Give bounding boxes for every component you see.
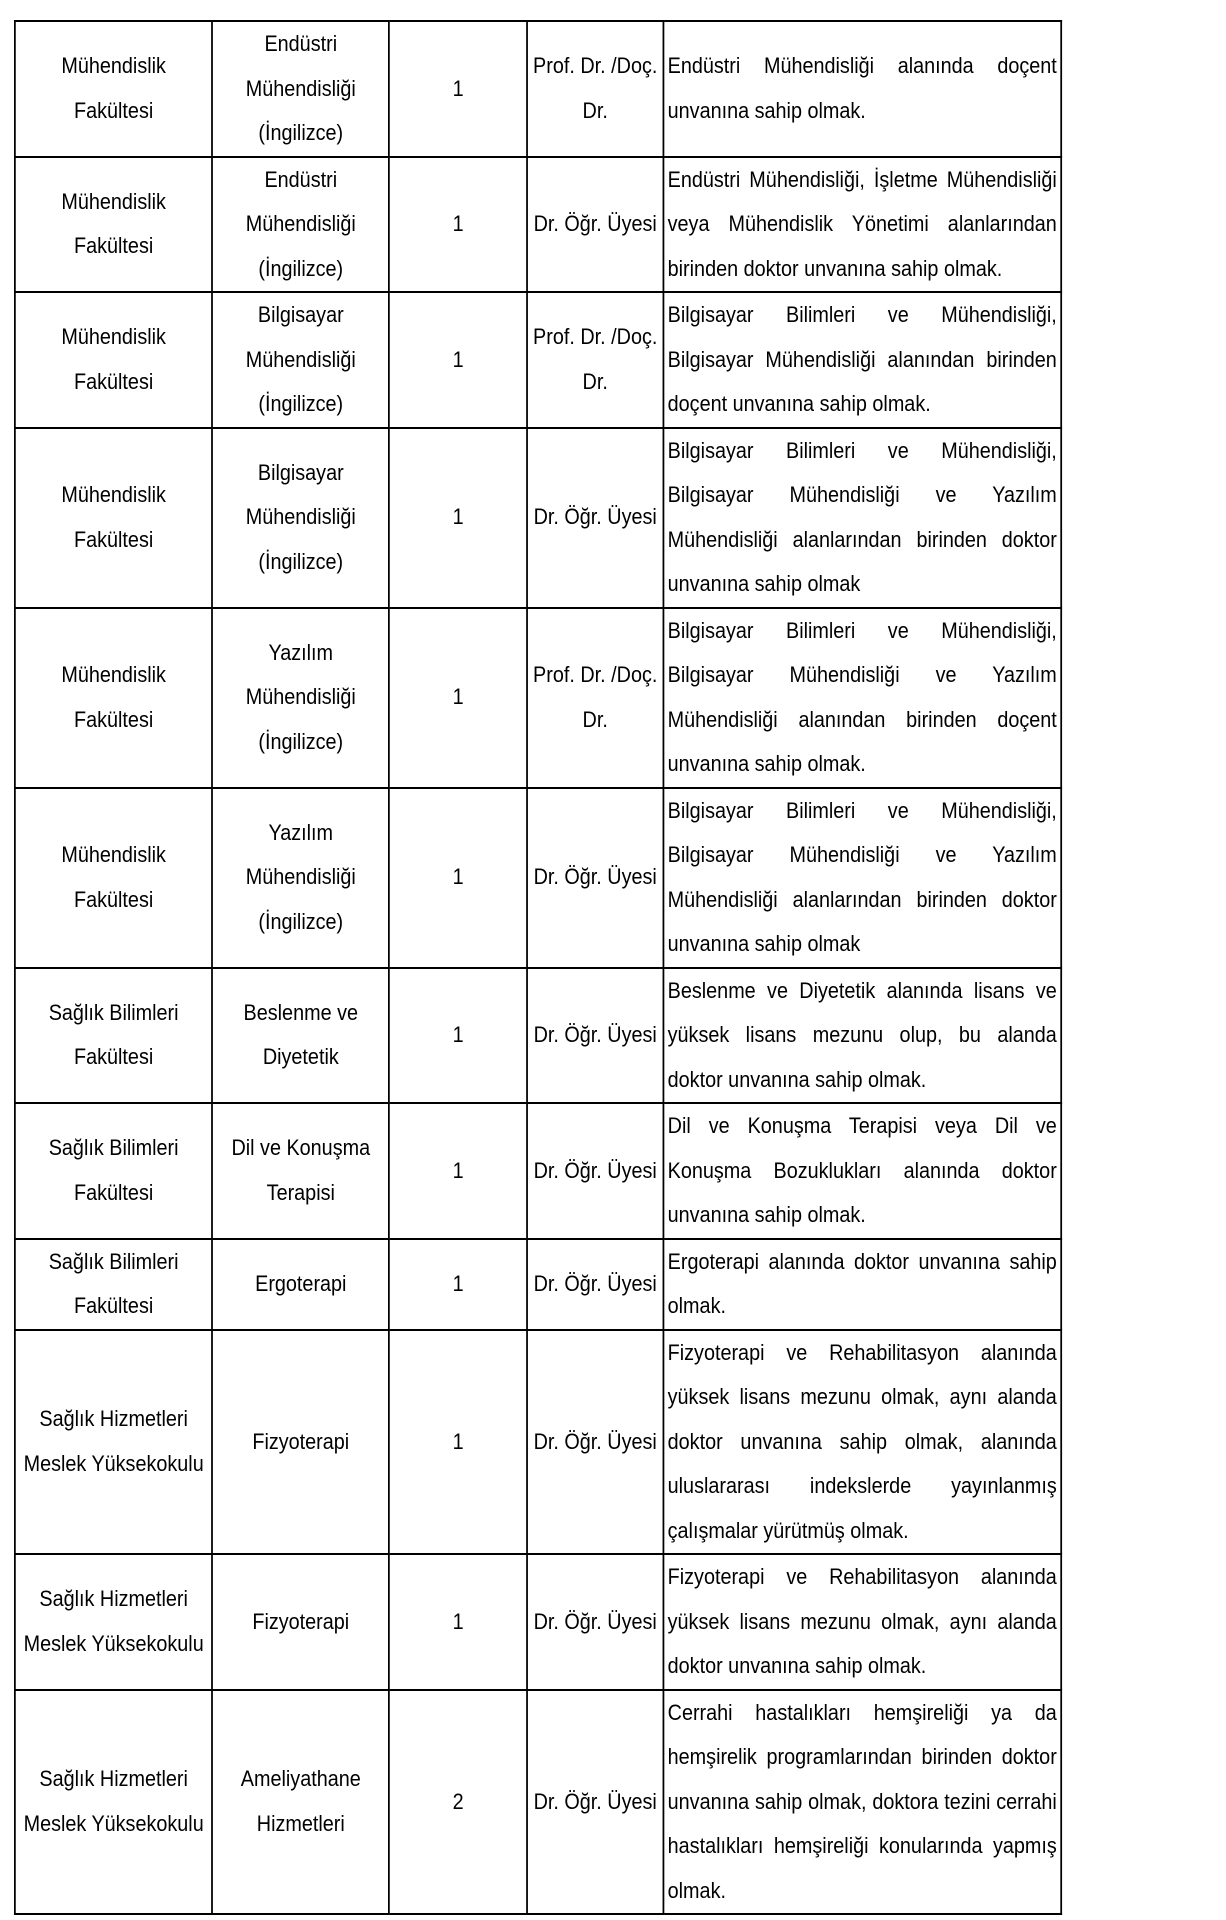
department-line: Diyetetik bbox=[262, 1044, 339, 1070]
table-row bbox=[15, 428, 1061, 608]
position-count-cell: 1 bbox=[389, 788, 527, 968]
faculty-line: Fakültesi bbox=[74, 1179, 154, 1205]
department-line: Mühendisliği bbox=[245, 864, 356, 890]
table-row bbox=[15, 21, 1061, 157]
table-row bbox=[15, 608, 1061, 788]
position-count-cell: 1 bbox=[389, 1554, 527, 1690]
department-cell bbox=[212, 292, 389, 428]
faculty-line: Mühendislik bbox=[61, 324, 166, 350]
academic-title-cell: Prof. Dr. /Doç. Dr. bbox=[527, 608, 663, 788]
department-line: Mühendisliği bbox=[245, 684, 356, 710]
department-line: Endüstri bbox=[264, 166, 338, 192]
requirement-cell: Fizyoterapi ve Rehabilitasyon alanında yüksek lisans mezunu olmak, aynı alanda doktor unvanına sahip olmak. bbox=[663, 1554, 1061, 1690]
position-count-cell: 1 bbox=[389, 1103, 527, 1239]
requirement-cell: Bilgisayar Bilimleri ve Mühendisliği, Bilgisayar Mühendisliği ve Yazılım Mühendisliği alanından birinden doçent unvanına sahip olmak. bbox=[663, 608, 1061, 788]
positions-table-body bbox=[15, 21, 1061, 1914]
department-cell bbox=[212, 1239, 389, 1330]
table-row bbox=[15, 1330, 1061, 1555]
faculty-cell bbox=[15, 1103, 213, 1239]
requirement-cell: Fizyoterapi ve Rehabilitasyon alanında yüksek lisans mezunu olmak, aynı alanda doktor unvanına sahip olmak, alanında uluslararası indekslerde yayınlanmış çalışmalar yürütmüş olmak. bbox=[663, 1330, 1061, 1555]
faculty-line: Sağlık Bilimleri bbox=[48, 1248, 179, 1274]
academic-title-cell: Dr. Öğr. Üyesi bbox=[527, 1103, 663, 1239]
position-count-cell: 1 bbox=[389, 428, 527, 608]
department-line: (İngilizce) bbox=[258, 728, 344, 754]
academic-title-cell: Dr. Öğr. Üyesi bbox=[527, 788, 663, 968]
department-line: Terapisi bbox=[266, 1179, 335, 1205]
faculty-cell bbox=[15, 1554, 213, 1690]
faculty-cell bbox=[15, 1239, 213, 1330]
table-row bbox=[15, 292, 1061, 428]
position-count-cell: 1 bbox=[389, 21, 527, 157]
department-line: Ergoterapi bbox=[255, 1270, 347, 1296]
academic-title-cell: Dr. Öğr. Üyesi bbox=[527, 1690, 663, 1915]
faculty-line: Fakültesi bbox=[74, 1293, 154, 1318]
department-cell bbox=[212, 788, 389, 968]
department-line: Ameliyathane bbox=[240, 1766, 361, 1792]
positions-table bbox=[14, 20, 1062, 1915]
faculty-line: Fakültesi bbox=[74, 706, 154, 732]
faculty-line: Fakültesi bbox=[74, 233, 154, 259]
requirement-cell: Cerrahi hastalıkları hemşireliği ya da hemşirelik programlarından birinden doktor unvanına sahip olmak, doktora tezini cerrahi hastalıkları hemşireliği konularında yapmış olmak. bbox=[663, 1690, 1061, 1915]
requirement-cell: Ergoterapi alanında doktor unvanına sahip olmak. bbox=[663, 1239, 1061, 1330]
position-count-cell: 1 bbox=[389, 968, 527, 1104]
department-line: Fizyoterapi bbox=[252, 1428, 350, 1454]
academic-title-cell: Prof. Dr. /Doç. Dr. bbox=[527, 292, 663, 428]
department-line: Mühendisliği bbox=[245, 346, 356, 372]
department-line: Yazılım bbox=[268, 639, 334, 665]
department-line: Hizmetleri bbox=[256, 1810, 345, 1836]
department-cell bbox=[212, 157, 389, 293]
position-count-cell: 1 bbox=[389, 1239, 527, 1330]
department-line: (İngilizce) bbox=[258, 908, 344, 934]
table-row bbox=[15, 1690, 1061, 1915]
faculty-line: Fakültesi bbox=[74, 1044, 154, 1070]
department-line: Mühendisliği bbox=[245, 75, 356, 101]
faculty-line: Meslek Yüksekokulu bbox=[23, 1630, 204, 1656]
department-cell bbox=[212, 21, 389, 157]
academic-title-cell: Dr. Öğr. Üyesi bbox=[527, 1330, 663, 1555]
department-line: (İngilizce) bbox=[258, 255, 344, 281]
table-row bbox=[15, 1239, 1061, 1330]
faculty-line: Mühendislik bbox=[61, 842, 166, 867]
faculty-line: Sağlık Bilimleri bbox=[48, 999, 179, 1025]
faculty-line: Fakültesi bbox=[74, 886, 154, 912]
department-cell bbox=[212, 1330, 389, 1555]
faculty-line: Meslek Yüksekokulu bbox=[23, 1810, 204, 1836]
faculty-line: Fakültesi bbox=[74, 97, 154, 123]
academic-title-cell: Dr. Öğr. Üyesi bbox=[527, 428, 663, 608]
department-line: Fizyoterapi bbox=[252, 1608, 350, 1634]
requirement-cell: Bilgisayar Bilimleri ve Mühendisliği, Bilgisayar Mühendisliği ve Yazılım Mühendisliği alanlarından birinden doktor unvanına sahip olmak bbox=[663, 428, 1061, 608]
department-cell bbox=[212, 1690, 389, 1915]
faculty-cell bbox=[15, 968, 213, 1104]
requirement-cell: Dil ve Konuşma Terapisi veya Dil ve Konuşma Bozuklukları alanında doktor unvanına sahip olmak. bbox=[663, 1103, 1061, 1239]
faculty-cell bbox=[15, 21, 213, 157]
faculty-line: Sağlık Hizmetleri bbox=[39, 1406, 188, 1432]
faculty-line: Fakültesi bbox=[74, 368, 154, 394]
department-line: Yazılım bbox=[268, 819, 334, 845]
table-row bbox=[15, 968, 1061, 1104]
department-line: Dil ve Konuşma bbox=[231, 1135, 371, 1161]
requirement-cell: Beslenme ve Diyetetik alanında lisans ve yüksek lisans mezunu olup, bu alanda doktor unvanına sahip olmak. bbox=[663, 968, 1061, 1104]
faculty-cell bbox=[15, 1690, 213, 1915]
table-row bbox=[15, 1554, 1061, 1690]
position-count-cell: 2 bbox=[389, 1690, 527, 1915]
faculty-cell bbox=[15, 157, 213, 293]
table-row bbox=[15, 788, 1061, 968]
department-cell bbox=[212, 428, 389, 608]
faculty-line: Sağlık Hizmetleri bbox=[39, 1586, 188, 1612]
position-count-cell: 1 bbox=[389, 1330, 527, 1555]
faculty-cell bbox=[15, 608, 213, 788]
department-cell bbox=[212, 968, 389, 1104]
department-cell bbox=[212, 608, 389, 788]
department-line: (İngilizce) bbox=[258, 120, 344, 145]
department-cell bbox=[212, 1103, 389, 1239]
faculty-cell bbox=[15, 428, 213, 608]
position-count-cell: 1 bbox=[389, 157, 527, 293]
department-line: Bilgisayar bbox=[257, 459, 344, 485]
position-count-cell: 1 bbox=[389, 292, 527, 428]
requirement-cell: Bilgisayar Bilimleri ve Mühendisliği, Bilgisayar Mühendisliği ve Yazılım Mühendisliği alanlarından birinden doktor unvanına sahip olmak bbox=[663, 788, 1061, 968]
table-row bbox=[15, 1103, 1061, 1239]
faculty-line: Sağlık Bilimleri bbox=[48, 1135, 179, 1161]
academic-title-cell: Dr. Öğr. Üyesi bbox=[527, 968, 663, 1104]
academic-title-cell: Dr. Öğr. Üyesi bbox=[527, 157, 663, 293]
faculty-cell bbox=[15, 788, 213, 968]
faculty-line: Mühendislik bbox=[61, 188, 166, 214]
faculty-line: Mühendislik bbox=[61, 662, 166, 687]
faculty-line: Mühendislik bbox=[61, 482, 166, 507]
requirement-cell: Endüstri Mühendisliği, İşletme Mühendisliği veya Mühendislik Yönetimi alanlarından birinden doktor unvanına sahip olmak. bbox=[663, 157, 1061, 293]
faculty-line: Sağlık Hizmetleri bbox=[39, 1766, 188, 1792]
requirement-cell: Bilgisayar Bilimleri ve Mühendisliği, Bilgisayar Mühendisliği alanından birinden doçent unvanına sahip olmak. bbox=[663, 292, 1061, 428]
faculty-line: Fakültesi bbox=[74, 526, 154, 552]
department-line: Endüstri bbox=[264, 31, 338, 56]
faculty-cell bbox=[15, 1330, 213, 1555]
table-row bbox=[15, 157, 1061, 293]
department-line: (İngilizce) bbox=[258, 391, 344, 416]
department-cell bbox=[212, 1554, 389, 1690]
position-count-cell: 1 bbox=[389, 608, 527, 788]
requirement-cell: Endüstri Mühendisliği alanında doçent unvanına sahip olmak. bbox=[663, 21, 1061, 157]
department-line: Mühendisliği bbox=[245, 504, 356, 530]
department-line: Mühendisliği bbox=[245, 211, 356, 236]
faculty-cell bbox=[15, 292, 213, 428]
faculty-line: Mühendislik bbox=[61, 53, 166, 79]
academic-title-cell: Dr. Öğr. Üyesi bbox=[527, 1239, 663, 1330]
academic-title-cell: Prof. Dr. /Doç. Dr. bbox=[527, 21, 663, 157]
department-line: Bilgisayar bbox=[257, 302, 344, 327]
faculty-line: Meslek Yüksekokulu bbox=[23, 1450, 204, 1476]
department-line: (İngilizce) bbox=[258, 548, 344, 574]
academic-title-cell: Dr. Öğr. Üyesi bbox=[527, 1554, 663, 1690]
department-line: Beslenme ve bbox=[243, 999, 359, 1025]
